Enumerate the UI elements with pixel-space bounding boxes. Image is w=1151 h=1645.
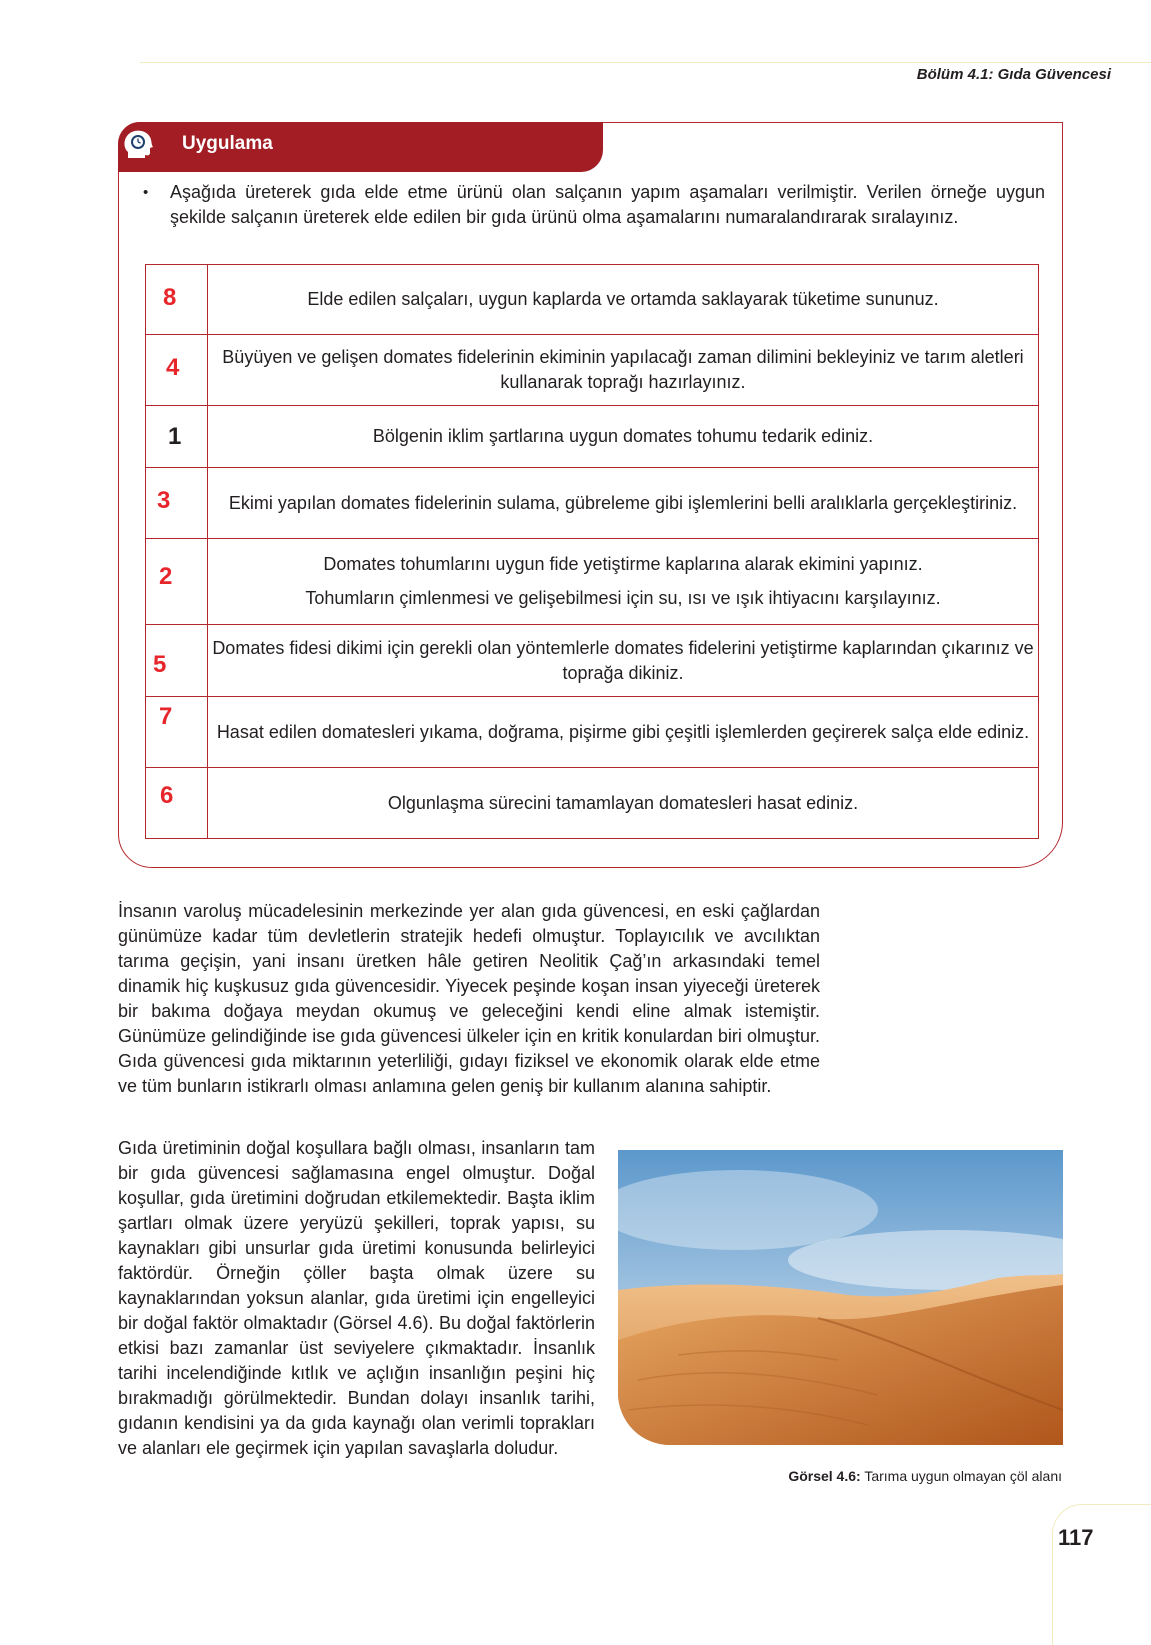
- application-title: Uygulama: [182, 133, 273, 154]
- step-text: Domates tohumlarını uygun fide yetiştirme kaplarına alarak ekimini yapınız.: [323, 554, 923, 574]
- page-number: 117: [1058, 1525, 1094, 1550]
- step-number-cell: [146, 335, 208, 406]
- step-number: 3: [157, 487, 171, 514]
- step-number-cell: [146, 539, 208, 625]
- desert-photo: [618, 1150, 1063, 1445]
- table-row: [146, 406, 1039, 468]
- section-header: Bölüm 4.1: Gıda Güvencesi: [916, 66, 1111, 83]
- table-row: [146, 625, 1039, 697]
- header-rule: [140, 62, 1151, 63]
- table-row: [146, 265, 1039, 335]
- step-text: Hasat edilen domatesleri yıkama, doğrama, pişirme gibi çeşitli işlemlerden geçirerek salça elde ediniz.: [208, 697, 1039, 768]
- step-number: 5: [153, 651, 167, 678]
- step-text: Elde edilen salçaları, uygun kaplarda ve ortamda saklayarak tüketime sununuz.: [208, 265, 1039, 335]
- head-clock-icon: [120, 128, 156, 164]
- step-number-cell: [146, 468, 208, 539]
- step-text: Ekimi yapılan domates fidelerinin sulama, gübreleme gibi işlemlerini belli aralıklarla gerçekleştiriniz.: [208, 468, 1039, 539]
- bullet: •: [143, 184, 149, 201]
- step-text: Büyüyen ve gelişen domates fidelerinin ekiminin yapılacağı zaman dilimini bekleyiniz ve tarım aletleri kullanarak toprağı hazırlayınız.: [208, 335, 1039, 406]
- step-number: 8: [163, 284, 177, 311]
- step-number: 2: [159, 563, 173, 590]
- table-row: [146, 539, 1039, 625]
- table-row: [146, 697, 1039, 768]
- figure-caption-text: Tarıma uygun olmayan çöl alanı: [864, 1468, 1062, 1484]
- steps-table: [145, 264, 1039, 839]
- figure-label: Görsel 4.6:: [788, 1468, 861, 1484]
- body-paragraph-1: İnsanın varoluş mücadelesinin merkezinde yer alan gıda güvencesi, en eski çağlardan günümüze kadar tüm devletlerin stratejik hedefi olmuştur. Toplayıcılık ve avcılıktan tarıma geçişin, yani insanı üretken hâle getiren Neolitik Çağ’ın arkasındaki temel dinamik hiç kuşkusuz gıda güvencesidir. Yiyecek peşinde koşan insan yiyeceği üreterek bir bakıma doğaya meydan okumuş ve geleceğini kendi eline almak istemiştir. Günümüze gelindiğinde ise gıda güvencesi ülkeler için en kritik konulardan biri olmuştur. Gıda güvencesi gıda miktarının yeterliliği, gıdayı fiziksel ve ekonomik olarak elde etme ve tüm bunların istikrarlı olması anlamına gelen geniş bir kullanım alanına sahiptir.: [118, 901, 820, 1096]
- step-text-second: Tohumların çimlenmesi ve gelişebilmesi için su, ısı ve ışık ihtiyacını karşılayınız.: [305, 588, 941, 608]
- step-number: 4: [166, 354, 180, 381]
- step-number-cell: [146, 768, 208, 839]
- table-row: [146, 335, 1039, 406]
- step-number: 6: [160, 782, 174, 809]
- step-number-cell: [146, 697, 208, 768]
- step-text: Bölgenin iklim şartlarına uygun domates tohumu tedarik ediniz.: [208, 406, 1039, 468]
- step-text: Domates fidesi dikimi için gerekli olan yöntemlerle domates fidelerini yetiştirme kaplarından çıkarınız ve toprağa dikiniz.: [208, 625, 1039, 697]
- body-paragraph-2: Gıda üretiminin doğal koşullara bağlı olması, insanların tam bir gıda güvencesi sağlamasına engel olmuştur. Doğal koşullar, gıda üretimini doğrudan etkilemektedir. Başta iklim şartları olmak üzere yeryüzü şekilleri, toprak yapısı, su kaynakları gibi unsurlar gıda üretimi konusunda belirleyici faktördür. Örneğin çöller başta olmak üzere su kaynaklarından yoksun alanlar, gıda üretimi için engelleyici bir doğal faktör olmaktadır (Görsel 4.6). Bu doğal faktörlerin etkisi bazı zamanlar üst seviyelere çıkmaktadır. İnsanlık tarihi incelendiğinde kıtlık ve açlığın insanlığın peşini hiç bırakmadığı görülmektedir. Bundan dolayı insanlık tarihi, gıdanın kendisini ya da gıda kaynağı olan verimli toprakları ve alanları ele geçirmek için yapılan savaşlarla doludur.: [118, 1138, 595, 1458]
- step-number-cell: [146, 625, 208, 697]
- instruction-text: Aşağıda üreterek gıda elde etme ürünü olan salçanın yapım aşamaları verilmiştir. Verilen örneğe uygun şekilde salçanın üreterek elde edilen bir gıda ürünü olma aşamalarını numaralandırarak sıralayınız.: [170, 182, 1045, 227]
- table-row: [146, 768, 1039, 839]
- step-text: Olgunlaşma sürecini tamamlayan domatesleri hasat ediniz.: [208, 768, 1039, 839]
- step-number: 7: [159, 703, 173, 730]
- step-number-cell: [146, 406, 208, 468]
- table-row: [146, 468, 1039, 539]
- figure-caption: [788, 1468, 1062, 1484]
- step-text-cell: [208, 539, 1039, 625]
- step-number-cell: [146, 265, 208, 335]
- step-number: 1: [168, 423, 182, 450]
